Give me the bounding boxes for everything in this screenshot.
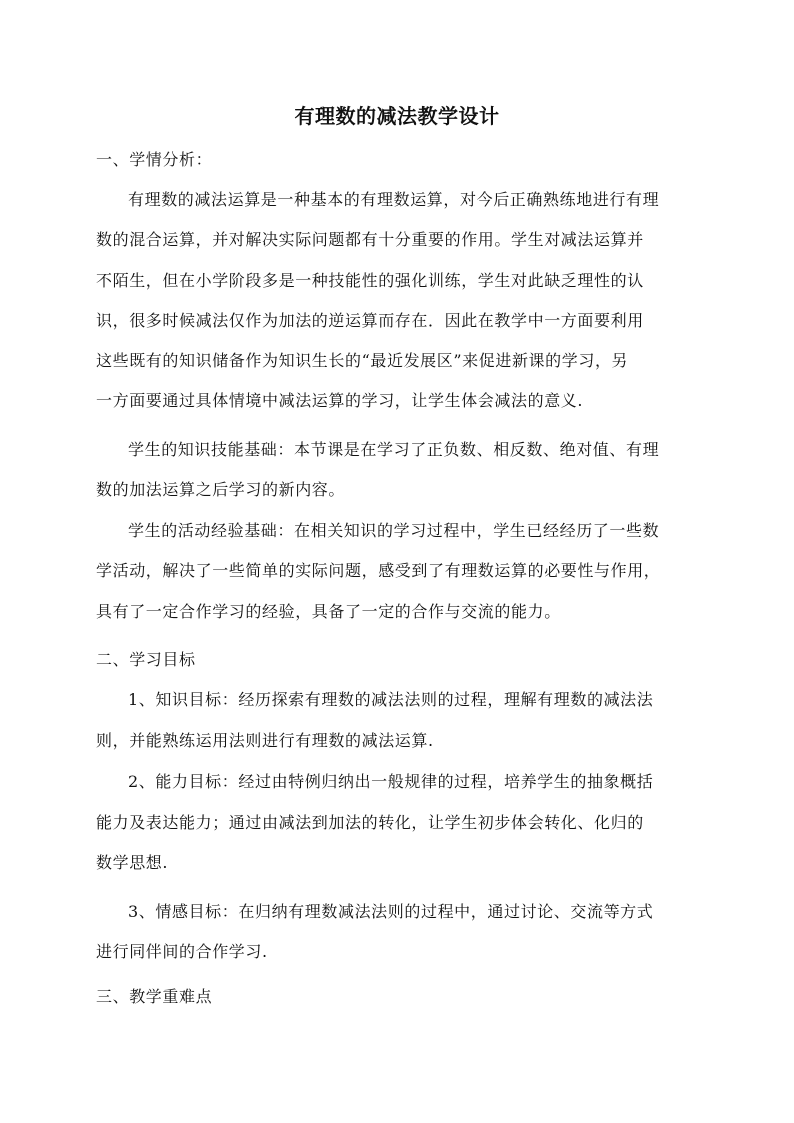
- paragraph-line: 这些既有的知识储备作为知识生长的“最近发展区”来促进新课的学习，另: [96, 351, 629, 370]
- paragraph-line: 数的加法运算之后学习的新内容。: [96, 480, 346, 499]
- paragraph-line: 数学思想.: [96, 853, 169, 872]
- section-heading-analysis: 一、学情分析：: [96, 150, 213, 169]
- paragraph-line: 数的混合运算，并对解决实际问题都有十分重要的作用。学生对减法运算并: [96, 230, 644, 249]
- paragraph-line: 一方面要通过具体情境中减法运算的学习，让学生体会减法的意义.: [96, 391, 584, 410]
- paragraph-line: 则，并能熟练运用法则进行有理数的减法运算.: [96, 731, 434, 750]
- paragraph-line: 学生的活动经验基础：在相关知识的学习过程中，学生已经经历了一些数: [128, 521, 660, 540]
- paragraph-line: 识，很多时候减法仅作为加法的逆运算而存在．因此在教学中一方面要利用: [96, 311, 644, 330]
- paragraph-line: 2、能力目标：经过由特例归纳出一般规律的过程，培养学生的抽象概括: [128, 772, 654, 791]
- paragraph-line: 1、知识目标：经历探索有理数的减法法则的过程，理解有理数的减法法: [128, 690, 654, 709]
- paragraph-line: 学活动，解决了一些简单的实际问题，感受到了有理数运算的必要性与作用，: [96, 561, 661, 580]
- paragraph-line: 具有了一定合作学习的经验，具备了一定的合作与交流的能力。: [96, 602, 561, 621]
- paragraph-line: 学生的知识技能基础：本节课是在学习了正负数、相反数、绝对值、有理: [128, 440, 660, 459]
- section-heading-key-points: 三、教学重难点: [96, 987, 213, 1006]
- paragraph-line: 3、情感目标：在归纳有理数减法法则的过程中，通过讨论、交流等方式: [128, 902, 654, 921]
- paragraph-line: 能力及表达能力；通过由减法到加法的转化，让学生初步体会转化、化归的: [96, 813, 644, 832]
- section-heading-objectives: 二、学习目标: [96, 650, 196, 669]
- paragraph-line: 有理数的减法运算是一种基本的有理数运算，对今后正确熟练地进行有理: [128, 190, 660, 209]
- paragraph-line: 进行同伴间的合作学习.: [96, 942, 268, 961]
- document-title: 有理数的减法教学设计: [294, 104, 500, 128]
- paragraph-line: 不陌生，但在小学阶段多是一种技能性的强化训练，学生对此缺乏理性的认: [96, 271, 644, 290]
